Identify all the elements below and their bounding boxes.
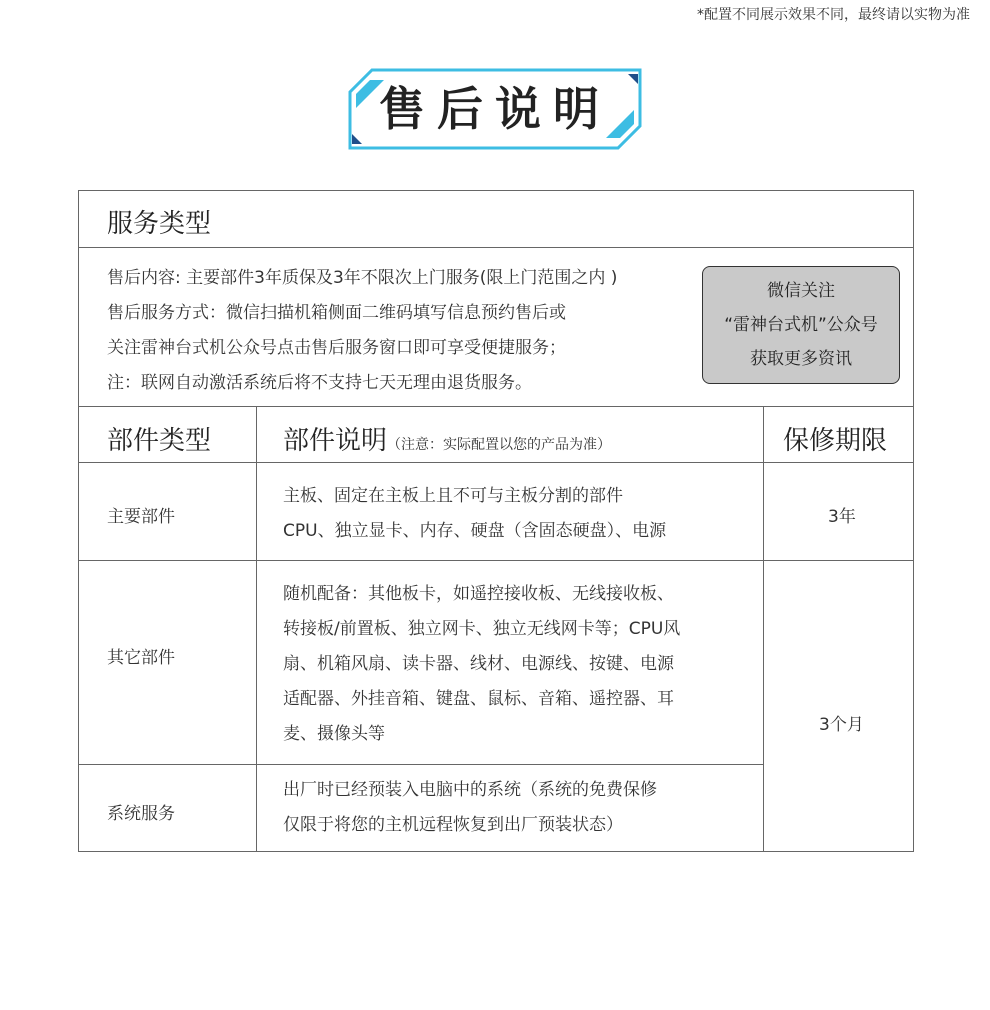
desc-line: 主板、固定在主板上且不可与主板分割的部件 — [283, 486, 623, 506]
divider — [79, 764, 763, 765]
divider — [79, 560, 913, 561]
desc-line: 出厂时已经预装入电脑中的系统（系统的免费保修 — [283, 780, 657, 800]
header-part-type: 部件类型 — [107, 426, 212, 456]
header-part-desc-note: （注意：实际配置以您的产品为准） — [387, 437, 612, 453]
header-part-desc-label: 部件说明 — [283, 426, 388, 456]
divider — [763, 406, 764, 851]
wechat-line: 微信关注 — [767, 281, 835, 301]
desc-line: 麦、摄像头等 — [283, 724, 385, 744]
row-other-parts-type: 其它部件 — [107, 648, 175, 668]
desc-line: 适配器、外挂音箱、键盘、鼠标、音箱、遥控器、耳 — [283, 689, 674, 709]
row-main-parts-desc — [283, 479, 666, 549]
divider — [79, 462, 913, 463]
row-system-service-desc — [283, 773, 657, 843]
page-title: 售后说明 — [379, 82, 611, 136]
desc-line: 仅限于将您的主机远程恢复到出厂预装状态） — [283, 815, 623, 835]
service-line: 售后内容: 主要部件3年质保及3年不限次上门服务(限上门范围之内 ) — [107, 268, 618, 288]
row-main-parts-type: 主要部件 — [107, 507, 175, 527]
service-line: 注：联网自动激活系统后将不支持七天无理由退货服务。 — [107, 373, 532, 393]
row-other-parts-desc — [283, 577, 680, 752]
service-type-heading: 服务类型 — [107, 209, 212, 239]
divider — [256, 406, 257, 851]
desc-line: 扇、机箱风扇、读卡器、线材、电源线、按键、电源 — [283, 654, 674, 674]
wechat-line: 获取更多资讯 — [750, 349, 852, 369]
desc-line: 随机配备：其他板卡，如遥控接收板、无线接收板、 — [283, 584, 674, 604]
row-other-parts-warranty: 3个月 — [819, 715, 864, 735]
service-line: 关注雷神台式机公众号点击售后服务窗口即可享受便捷服务； — [107, 338, 566, 358]
header-warranty: 保修期限 — [783, 426, 888, 456]
after-sales-table — [78, 190, 914, 852]
disclaimer-note: *配置不同展示效果不同，最终请以实物为准 — [697, 7, 970, 23]
desc-line: 转接板/前置板、独立网卡、独立无线网卡等；CPU风 — [283, 619, 681, 639]
row-main-parts-warranty: 3年 — [828, 507, 856, 527]
row-system-service-type: 系统服务 — [107, 804, 175, 824]
divider — [79, 406, 913, 407]
divider — [79, 247, 913, 248]
title-banner — [348, 68, 642, 150]
wechat-follow-box — [702, 266, 900, 384]
desc-line: CPU、独立显卡、内存、硬盘（含固态硬盘）、电源 — [283, 521, 667, 541]
service-line: 售后服务方式：微信扫描机箱侧面二维码填写信息预约售后或 — [107, 303, 566, 323]
header-part-desc — [283, 420, 611, 457]
service-description — [107, 261, 617, 401]
wechat-line: “雷神台式机”公众号 — [724, 315, 878, 335]
